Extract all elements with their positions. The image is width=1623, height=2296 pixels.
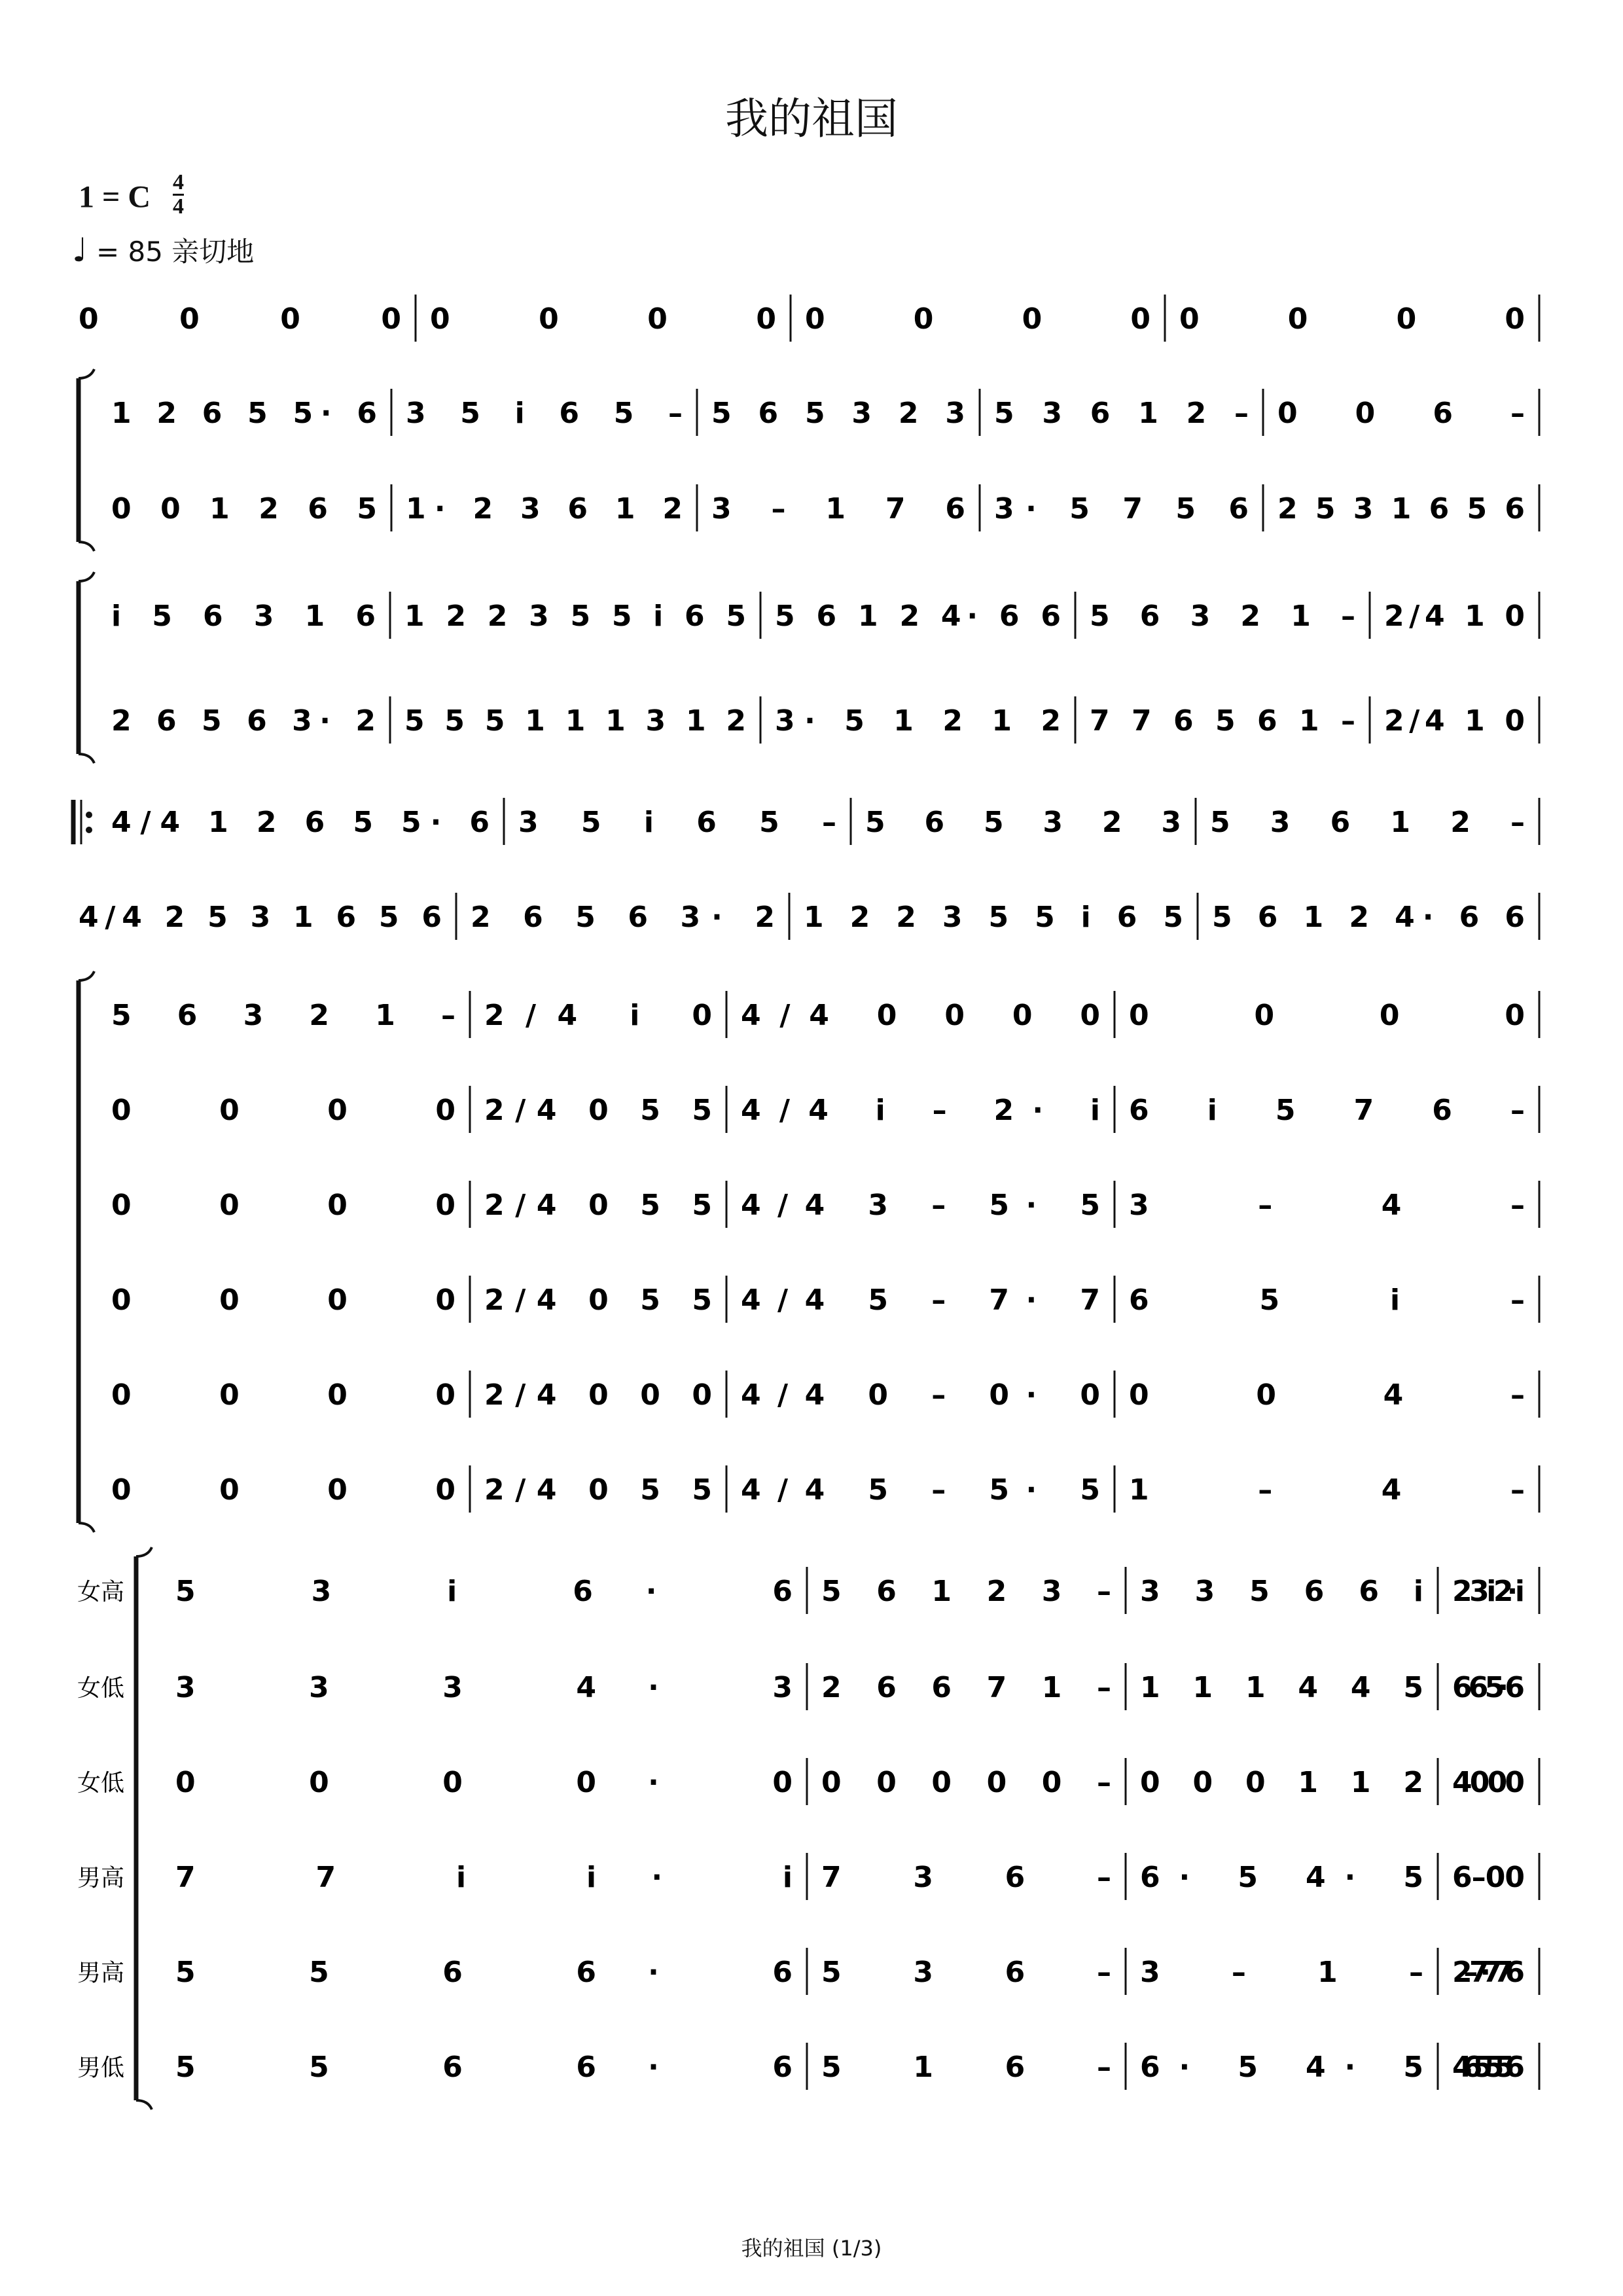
voice-label: 男高 — [77, 1865, 125, 1892]
measure-notes: 1 – 4 – — [1129, 1473, 1525, 1507]
measure-notes: 0 0 0 0· 0 — [175, 1766, 793, 1799]
measure-notes: 7 3 6 – — [821, 1861, 1111, 1894]
system-3 — [79, 572, 1539, 763]
measure-notes: 7 7 6 5 6 1 – — [1090, 704, 1355, 738]
measure-notes: 0 0 0 0 — [111, 1189, 455, 1222]
system-5 — [79, 893, 1539, 940]
system-2 — [79, 369, 1539, 551]
voice-label: 女低 — [77, 1770, 125, 1797]
measure-notes: 6· 5 4· 5 — [1140, 1861, 1423, 1894]
page-footer: 我的祖国 (1/3) — [741, 2236, 882, 2261]
measure-notes: 0 0 0 0 — [430, 302, 776, 336]
measure-notes: 5 6 1 2 4· 6 6 — [775, 600, 1061, 633]
measure-notes: 2 – 7· 7 7 6 — [1452, 1956, 1525, 1989]
measure-notes: 3· 5 7 5 6 — [994, 492, 1249, 526]
voice-label: 男低 — [77, 2054, 125, 2081]
system-6 — [79, 971, 1539, 1532]
measure-notes: 5 5 6 6· 6 — [175, 1956, 793, 1989]
measure-notes: 0 0 0 0 — [111, 1283, 455, 1317]
measure-notes: 3· 5 1 2 1 2 — [775, 704, 1061, 738]
measure-notes: 7 7 i i· i — [175, 1861, 793, 1894]
measure-notes: 3 – 4 – — [1129, 1189, 1525, 1222]
time-sig-numerator: 4 — [173, 170, 185, 194]
measure-notes: 0 0 0 0 — [1129, 999, 1525, 1032]
measure-notes: 0 0 0 0 — [79, 302, 401, 336]
measure-notes: 2/4 0 0 0 — [484, 1378, 712, 1412]
bracket-hook — [79, 971, 94, 1532]
measure-notes: 4/4 2 5 3 1 6 5 6 — [79, 901, 442, 934]
bracket-hook — [79, 572, 94, 763]
measure-notes: 0 0 0 0 — [805, 302, 1150, 336]
measure-notes: 5 6 1 2 3 – — [821, 1575, 1111, 1608]
measure-notes: 6 i 5 7 6 – — [1129, 1094, 1525, 1127]
system-1 — [79, 295, 1539, 342]
voice-label: 女低 — [77, 1675, 125, 1702]
measure-notes: 1 2 6 5 5· 6 — [111, 397, 377, 430]
measure-notes: 0 0 0 0 — [111, 1473, 455, 1507]
measure-notes: 4/4 0 0 0 0 — [741, 999, 1100, 1032]
measure-notes: 2 6 6 7 1 – — [821, 1671, 1111, 1704]
measure-notes: 4/4 5 – 5· 5 — [741, 1473, 1100, 1507]
measure-notes: 5 6 3 2 1 – — [111, 999, 455, 1032]
system-4 — [111, 798, 1539, 845]
measure-notes: 5 6 1 2 4· 6 6 — [1212, 901, 1525, 934]
measure-notes: 2/4 0 5 5 — [484, 1283, 712, 1317]
voice-label: 男高 — [77, 1960, 125, 1986]
measure-notes: 2/4 1 0 — [1384, 704, 1525, 738]
measure-notes: 1· 2 3 6 1 2 — [406, 492, 683, 526]
measure-notes: 3 5 i 6 5 – — [406, 397, 683, 430]
measure-notes: 3 – 1 – — [1140, 1956, 1423, 1989]
measure-notes: 2/4 i 0 — [484, 999, 712, 1032]
measure-notes: 5 3 6 1 2 – — [994, 397, 1249, 430]
measure-notes: 6 6 5· 6 — [1452, 1671, 1525, 1704]
measure-notes: 4/4 0 – 0· 0 — [741, 1378, 1100, 1412]
bracket-hook — [136, 1547, 152, 2109]
measure-notes: 2 6 5 6 3· 2 — [471, 901, 775, 934]
measure-notes: 6 5 i – — [1129, 1283, 1525, 1317]
measure-notes: 0 0 4 – — [1129, 1378, 1525, 1412]
time-sig-denominator: 4 — [173, 194, 185, 219]
voice-label: 女高 — [77, 1579, 125, 1605]
measure-notes: 3 5 i 6 5 – — [518, 806, 836, 839]
tempo-text: = 85 亲切地 — [96, 236, 255, 268]
measure-notes: 5 3 6 1 2 – — [1210, 806, 1525, 839]
measure-notes: 2 6 5 6 3· 2 — [111, 704, 376, 738]
quarter-note-icon: ♩ — [72, 231, 88, 269]
measure-notes: 4 0 0 0 — [1452, 1766, 1525, 1799]
measure-notes: 4/4 5 – 7· 7 — [741, 1283, 1100, 1317]
measure-notes: 6· 5 4· 5 — [1140, 2051, 1423, 2084]
measure-notes: 4/4 1 2 6 5 5· 6 — [111, 806, 490, 839]
measure-notes: 2 3 i 2· i — [1452, 1575, 1525, 1608]
measure-notes: 0 0 0 0 — [111, 1378, 455, 1412]
measure-notes: 2/4 0 5 5 — [484, 1473, 712, 1507]
measure-notes: 0 0 0 1 1 2 — [1140, 1766, 1423, 1799]
measure-notes: 0 0 1 2 6 5 — [111, 492, 377, 526]
measure-notes: 5 5 6 6· 6 — [175, 2051, 793, 2084]
measure-notes: 3 3 5 6 6 i — [1140, 1575, 1423, 1608]
measure-notes: 5 3 6 – — [821, 1956, 1111, 1989]
measure-notes: 3 – 1 7 6 — [711, 492, 965, 526]
measure-notes: 5 5 5 1 1 1 3 1 2 — [404, 704, 746, 738]
repeat-start-sign — [73, 800, 92, 844]
measure-notes: 2/4 0 5 5 — [484, 1094, 712, 1127]
measure-notes: 5 6 5 3 2 3 — [865, 806, 1181, 839]
measure-notes: 0 0 6 – — [1277, 397, 1525, 430]
measure-notes: 5 3 i 6· 6 — [175, 1575, 793, 1608]
bracket-hook — [79, 369, 94, 551]
measure-notes: 0 0 0 0 0 – — [821, 1766, 1111, 1799]
measure-notes: i 5 6 3 1 6 — [111, 600, 376, 633]
measure-notes: 3 3 3 4· 3 — [175, 1671, 793, 1704]
key-label: 1 = C — [79, 179, 151, 215]
measure-notes: 5 1 6 – — [821, 2051, 1111, 2084]
system-7 — [77, 1547, 1539, 2109]
page-title: 我的祖国 — [725, 94, 898, 144]
measure-notes: 2/4 1 0 — [1384, 600, 1525, 633]
measure-notes: 0 0 0 0 — [1179, 302, 1525, 336]
measure-notes: 1 2 2 3 5 5 i 6 5 — [404, 600, 746, 633]
measure-notes: 0 0 0 0 — [111, 1094, 455, 1127]
measure-notes: 2/4 0 5 5 — [484, 1189, 712, 1222]
measure-notes: 5 6 5 3 2 3 — [711, 397, 965, 430]
measure-notes: 4/4 i – 2· i — [741, 1094, 1100, 1127]
measure-notes: 2 5 3 1 6 5 6 — [1277, 492, 1525, 526]
measure-notes: 5 6 3 2 1 – — [1090, 600, 1355, 633]
measure-notes: 4/4 3 – 5· 5 — [741, 1189, 1100, 1222]
measure-notes: 1 1 1 4 4 5 — [1140, 1671, 1423, 1704]
measure-notes: 4 6 5· 5 5 6 — [1452, 2051, 1525, 2084]
measure-notes: 1 2 2 3 5 5 i 6 5 — [804, 901, 1183, 934]
measure-notes: 6 – 0 0 — [1452, 1861, 1525, 1894]
